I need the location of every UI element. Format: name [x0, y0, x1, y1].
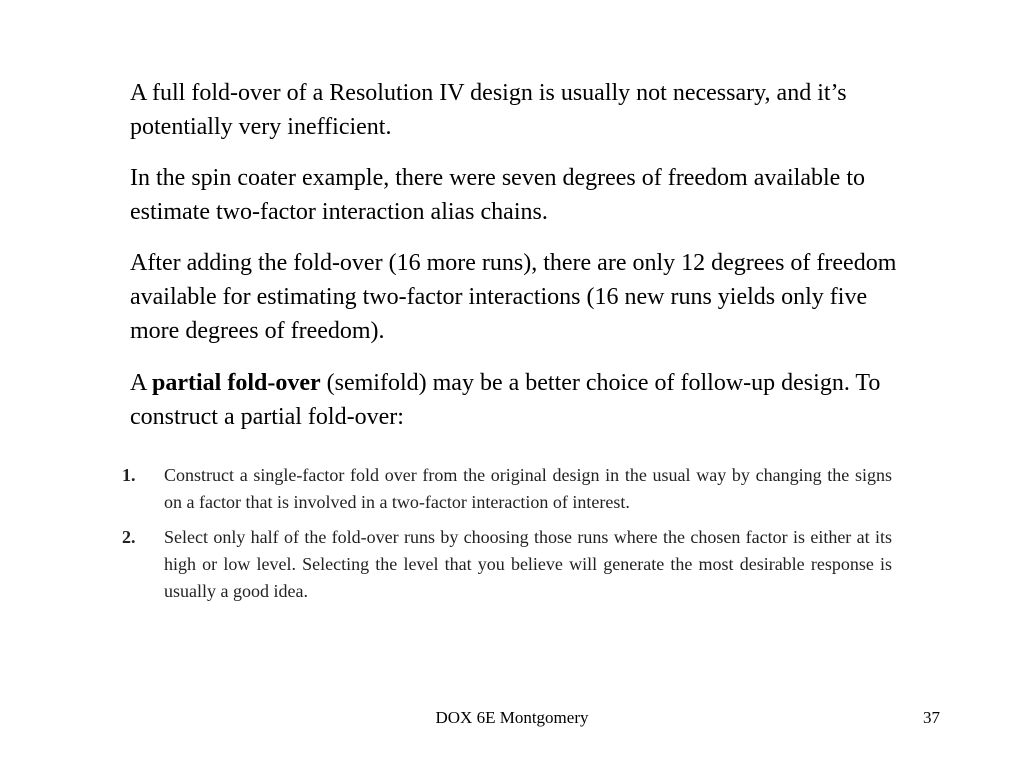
partial-fold-over-term: partial fold-over: [152, 370, 321, 396]
step-item: [122, 462, 892, 516]
paragraph-degrees-of-freedom: After adding the fold-over (16 more runs), there are only 12 degrees of freedom available for estimating two-factor interactions (16 new runs yields only five more degrees of freedom).: [130, 250, 897, 344]
paragraph-full-fold-over: A full fold-over of a Resolution IV design is usually not necessary, and it’s potentially very inefficient.: [130, 80, 847, 140]
step-text: Select only half of the fold-over runs by choosing those runs where the chosen factor is either at its high or low level. Selecting the level that you believe will generate the most desirable response is usually a good idea.: [164, 527, 892, 601]
step-number: 1.: [122, 465, 136, 485]
footer-source: DOX 6E Montgomery: [435, 708, 589, 727]
partial-fold-over-prefix: A: [130, 370, 153, 396]
step-text: Construct a single-factor fold over from the original design in the usual way by changing the signs on a factor that is involved in a two-factor interaction of interest.: [164, 465, 892, 512]
construction-steps: [122, 462, 892, 613]
step-number: 2.: [122, 527, 136, 547]
page-number: 37: [923, 708, 940, 727]
paragraph-partial-fold-over: [130, 366, 920, 434]
paragraph-spin-coater: In the spin coater example, there were seven degrees of freedom available to estimate two-factor interaction alias chains.: [130, 165, 865, 225]
partial-fold-over-suffix: (semifold) may be a better choice of follow-up design. To construct a partial fold-over:: [130, 370, 881, 430]
step-item: [122, 524, 892, 605]
